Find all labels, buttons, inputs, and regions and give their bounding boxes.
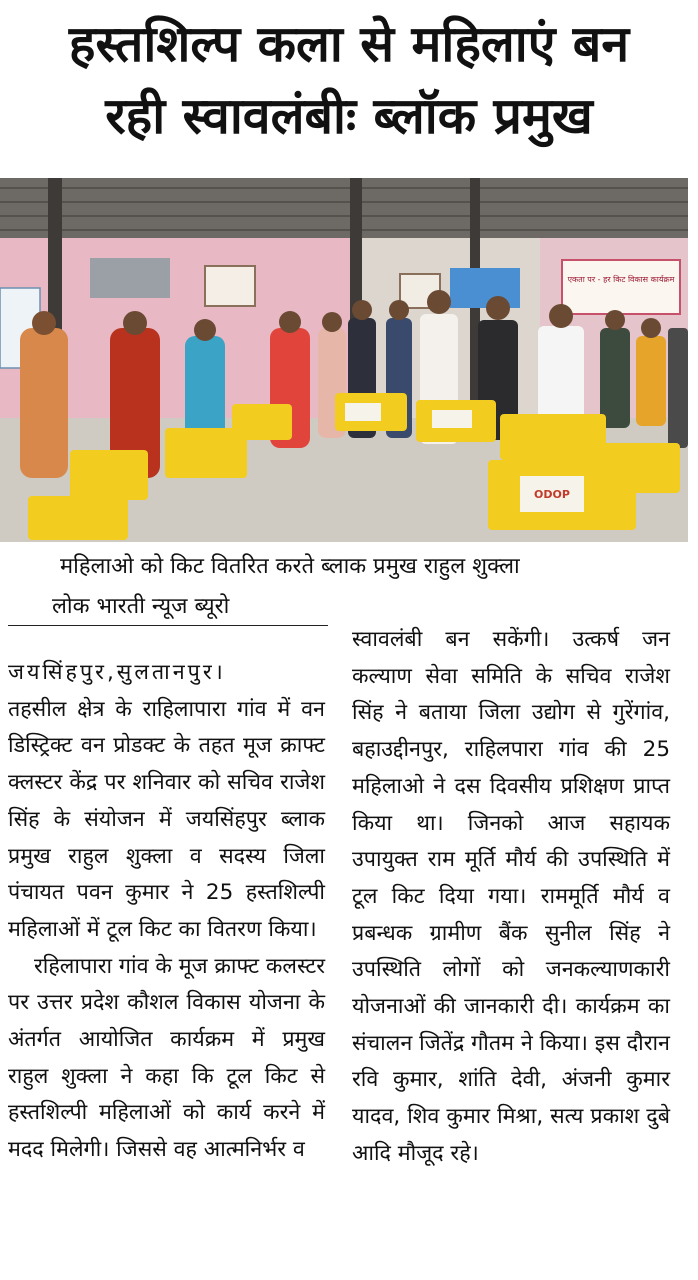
paragraph-2: रहिलापारा गांव के मूज क्राफ्ट कलस्टर पर उत्तर प्रदेश कौशल विकास योजना के अंतर्गत आयोजित कार्यक्रम में प्रमुख राहुल शुक्ला ने कहा कि टूल किट से हस्तशिल्पी महिलाओं को कार्य करने में मदद मिलेगी। जिससे वह आत्मनिर्भर व xyxy=(8,953,325,1163)
photo-illustration xyxy=(0,178,688,542)
banner-text: एकता पर - हर किट विकास कार्यक्रम xyxy=(567,275,675,284)
headline-line-1: हस्तशिल्प कला से महिलाएं बन xyxy=(68,15,630,73)
photo-caption: महिलाओ को किट वितरित करते ब्लाक प्रमुख राहुल शुक्ला xyxy=(60,554,520,579)
paragraph-1: तहसील क्षेत्र के राहिलापारा गांव में वन डिस्ट्रिक्ट वन प्रोडक्ट के तहत मूज क्राफ्ट क्लस्टर केंद्र पर शनिवार को सचिव राजेश सिंह के संयोजन में जयसिंहपुर ब्लाक प्रमुख राहुल शुक्ला व सदस्य जिला पंचायत पवन कुमार ने 25 हस्तशिल्पी महिलाओं में टूल किट का वितरण किया। xyxy=(8,696,325,942)
event-banner xyxy=(562,260,680,314)
article-column-1 xyxy=(8,655,325,1169)
headline xyxy=(0,8,698,152)
article-column-2 xyxy=(352,622,670,1173)
divider-rule xyxy=(8,625,328,626)
byline: लोक भारती न्यूज ब्यूरो xyxy=(52,594,230,619)
news-photo xyxy=(0,178,688,542)
paragraph-3: स्वावलंबी बन सकेंगी। उत्कर्ष जन कल्याण सेवा समिति के सचिव राजेश सिंह ने बताया जिला उद्योग से गुरेंगांव, बहाउद्दीनपुर, राहिलपारा गांव की 25 महिलाओ ने दस दिवसीय प्रशिक्षण प्राप्त किया था। जिनको आज सहायक उपायुक्त राम मूर्ति मौर्य की उपस्थिति में टूल किट दिया गया। राममूर्ति मौर्य व प्रबन्धक ग्रामीण बैंक सुनील सिंह ने उपस्थिति लोगों को जनकल्याणकारी योजनाओं की जानकारी दी। कार्यक्रम का संचालन जितेंद्र गौतम ने किया। इस दौरान रवि कुमार, शांति देवी, अंजनी कुमार यादव, शिव कुमार मिश्रा, सत्य प्रकाश दुबे आदि मौजूद रहे। xyxy=(352,627,670,1166)
bag-logo: ODOP xyxy=(534,488,570,501)
dateline: जयसिंहपुर,सुलतानपुर। xyxy=(8,660,226,685)
headline-line-2: रही स्वावलंबीः ब्लॉक प्रमुख xyxy=(105,87,593,145)
